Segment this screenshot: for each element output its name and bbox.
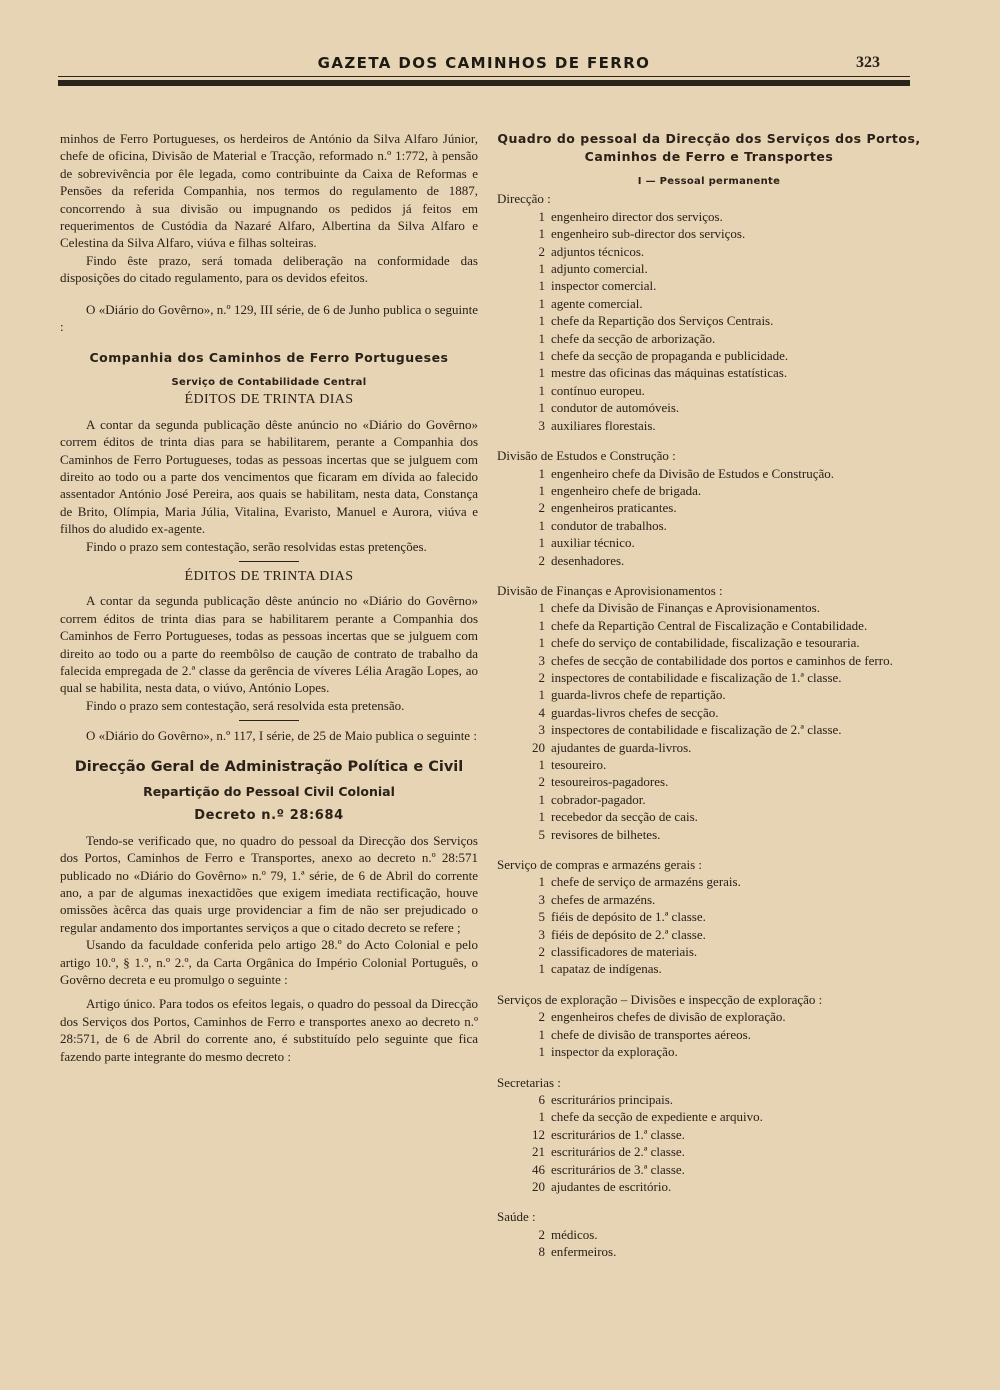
staff-item	[497, 208, 921, 225]
staff-item	[497, 1108, 921, 1125]
staff-item	[497, 465, 921, 482]
staff-count: 1	[538, 517, 545, 533]
staff-count: 5	[538, 909, 545, 925]
staff-role: auxiliares florestais.	[551, 417, 656, 433]
staff-role: agente comercial.	[551, 295, 643, 311]
staff-role: contínuo europeu.	[551, 382, 645, 398]
staff-role: engenheiro director dos serviços.	[551, 208, 723, 224]
paragraph: Usando da faculdade conferida pelo artigo 28.º do Acto Colonial e pelo artigo 10.º, § 1.º, n.º 2.º, da Carta Orgânica do Império Colonial Português, o Govêrno decreta e eu promulgo o seguinte :	[60, 937, 478, 988]
staff-item	[497, 347, 921, 364]
staff-role: cobrador-pagador.	[551, 791, 646, 807]
staff-item	[497, 517, 921, 534]
staff-count: 1	[538, 961, 545, 977]
staff-role: auxiliar técnico.	[551, 535, 635, 551]
staff-item	[497, 1161, 921, 1178]
staff-item	[497, 773, 921, 790]
staff-count: 1	[538, 1026, 545, 1042]
staff-role: engenheiros chefes de divisão de exploração.	[551, 1009, 786, 1025]
paragraph: Tendo-se verificado que, no quadro do pessoal da Direcção dos Serviços dos Portos, Caminhos de Ferro e Transportes, anexo ao decreto n.º 28:571 publicado no «Diário do Govêrno» n.º 79, 1.ª série, de 6 de Abril do corrente ano, a par de algumas inexactidões que exigem imediata rectificação, houve omissões àcêrca das quais urge providenciar a fim de não ser prejudicado o regular andamento dos importantes serviços a que o citado decreto se refere ;	[60, 832, 478, 935]
staff-role: engenheiro sub-director dos serviços.	[551, 226, 746, 242]
staff-sections	[497, 190, 921, 1260]
staff-count: 1	[538, 600, 545, 616]
paragraph: A contar da segunda publicação dêste anúncio no «Diário do Govêrno» correm éditos de trinta dias para se habilitarem, perante a Companhia dos Caminhos de Ferro Portugueses, todas as pessoas incertas que se julguem com direito ao todo ou a parte dos vencimentos que ficaram em dívida ao falecido assentador António José Pereira, aos quais se habilitam, nesta data, Constança de Brito, Olímpia, Maria Júlia, Vitalina, Evaristo, Manuel e Aurora, viúva e filhos do aludido ex-agente.	[60, 416, 478, 537]
staff-section-title: Serviços de exploração – Divisões e inspecção de exploração :	[497, 991, 823, 1007]
staff-count: 3	[538, 652, 545, 668]
staff-item	[497, 1143, 921, 1160]
sub-heading: Serviço de Contabilidade Central	[171, 376, 367, 388]
decree-heading: Decreto n.º 28:684	[194, 808, 344, 824]
separator-rule	[239, 720, 299, 721]
staff-item	[497, 552, 921, 569]
staff-count: 1	[538, 687, 545, 703]
staff-section-title: Serviço de compras e armazéns gerais :	[497, 857, 703, 873]
staff-count: 1	[538, 382, 545, 398]
staff-role: inspectores de contabilidade e fiscalização de 1.ª classe.	[551, 669, 842, 685]
staff-item	[497, 364, 921, 381]
page-header	[58, 50, 910, 98]
staff-item	[497, 960, 921, 977]
staff-item	[497, 599, 921, 616]
staff-role: fiéis de depósito de 1.ª classe.	[551, 909, 706, 925]
table-heading: Quadro do pessoal da Direcção dos Serviços dos Portos, Caminhos de Ferro e Transportes	[497, 131, 921, 164]
staff-role: inspectores de contabilidade e fiscalização de 2.ª classe.	[551, 722, 842, 738]
staff-item	[497, 721, 921, 738]
staff-count: 1	[538, 874, 545, 890]
staff-count: 2	[538, 552, 545, 568]
staff-item	[497, 330, 921, 347]
staff-role: chefes de armazéns.	[551, 891, 656, 907]
staff-count: 1	[538, 465, 545, 481]
staff-role: chefe do serviço de contabilidade, fiscalização e tesouraria.	[551, 635, 860, 651]
staff-count: 1	[538, 365, 545, 381]
staff-role: chefe da Divisão de Finanças e Aprovisionamentos.	[551, 600, 820, 616]
staff-count: 3	[538, 417, 545, 433]
staff-count: 1	[538, 757, 545, 772]
staff-item	[497, 791, 921, 808]
staff-item	[497, 808, 921, 825]
staff-item	[497, 891, 921, 908]
staff-count: 3	[538, 926, 545, 942]
staff-count: 1	[538, 635, 545, 651]
staff-count: 1	[538, 617, 545, 633]
staff-count: 1	[538, 535, 545, 551]
staff-role: condutor de trabalhos.	[551, 517, 667, 533]
header-rule-thick	[58, 80, 910, 86]
staff-item	[497, 908, 921, 925]
staff-role: desenhadores.	[551, 552, 625, 568]
staff-section	[497, 1208, 921, 1260]
staff-count: 1	[538, 1109, 545, 1125]
staff-count: 5	[538, 826, 545, 842]
staff-role: chefe de serviço de armazéns gerais.	[551, 874, 741, 890]
staff-role: chefe da secção de propaganda e publicidade.	[551, 348, 789, 364]
staff-count: 3	[538, 722, 545, 738]
staff-item	[497, 634, 921, 651]
staff-role: enfermeiros.	[551, 1244, 617, 1260]
staff-role: chefe da Repartição Central de Fiscalização e Contabilidade.	[551, 617, 868, 633]
staff-count: 8	[538, 1244, 545, 1260]
staff-count: 1	[538, 278, 545, 294]
staff-count: 6	[538, 1091, 545, 1107]
staff-item	[497, 399, 921, 416]
staff-item	[497, 669, 921, 686]
staff-count: 4	[538, 704, 545, 720]
notice-heading: ÉDITOS DE TRINTA DIAS	[184, 392, 354, 408]
paragraph: Findo êste prazo, será tomada deliberação na conformidade das disposições do citado regulamento, para os devidos efeitos.	[60, 252, 478, 286]
staff-count: 1	[538, 348, 545, 364]
sub-heading: Repartição do Pessoal Civil Colonial	[143, 784, 395, 799]
paragraph: A contar da segunda publicação dêste anúncio no «Diário do Govêrno» correm éditos de trinta dias para se habilitarem perante a Companhia dos Caminhos de Ferro Portugueses, todas as pessoas incertas que se julguem com direito ao todo ou a parte do reembôlso de caução de contrato de trabalho da falecida empregada de 2.ª classe da gerência de víveres Lélia Aragão Lopes, ao qual se habilita, nesta data, o viúvo, António Lopes.	[60, 593, 478, 696]
staff-role: tesoureiro.	[551, 757, 607, 772]
staff-role: mestre das oficinas das máquinas estatísticas.	[551, 365, 788, 381]
staff-item	[497, 1126, 921, 1143]
staff-role: tesoureiros-pagadores.	[551, 774, 669, 790]
staff-role: inspector da exploração.	[551, 1044, 678, 1060]
staff-role: chefe da secção de arborização.	[551, 330, 716, 346]
staff-section-title: Divisão de Estudos e Construção :	[497, 448, 676, 464]
staff-role: engenheiro chefe de brigada.	[551, 482, 702, 498]
paragraph: O «Diário do Govêrno», n.º 117, I série, de 25 de Maio publica o seguinte :	[86, 728, 477, 744]
paragraph: Findo o prazo sem contestação, será resolvida esta pretensão.	[86, 697, 405, 713]
staff-role: inspector comercial.	[551, 278, 657, 294]
staff-role: guarda-livros chefe de repartição.	[551, 687, 726, 703]
staff-item	[497, 243, 921, 260]
paragraph: Artigo único. Para todos os efeitos legais, o quadro do pessoal da Direcção dos Serviços dos Portos, Caminhos de Ferro e transportes anexo ao decreto n.º 28:571, de 6 de Abril do corrente ano, é substituído pelo seguinte que fica fazendo parte integrante do mesmo decreto :	[60, 996, 478, 1064]
staff-section	[497, 1074, 921, 1196]
staff-role: capataz de indígenas.	[551, 961, 662, 977]
staff-count: 1	[538, 208, 545, 224]
staff-count: 1	[538, 482, 545, 498]
staff-item	[497, 617, 921, 634]
staff-section-title: Saúde :	[497, 1209, 536, 1225]
staff-item	[497, 382, 921, 399]
staff-item	[497, 499, 921, 516]
staff-item	[497, 873, 921, 890]
staff-item	[497, 1178, 921, 1195]
staff-item	[497, 756, 921, 773]
notice-heading: ÉDITOS DE TRINTA DIAS	[184, 568, 354, 584]
staff-count: 1	[538, 226, 545, 242]
staff-role: ajudantes de escritório.	[551, 1178, 672, 1194]
staff-section	[497, 856, 921, 978]
paragraph: O «Diário do Govêrno», n.º 129, III série, de 6 de Junho publica o seguinte :	[60, 301, 478, 335]
staff-item	[497, 1043, 921, 1060]
staff-role: adjunto comercial.	[551, 261, 648, 277]
staff-item	[497, 225, 921, 242]
staff-item	[497, 277, 921, 294]
right-column	[497, 130, 921, 1261]
staff-item	[497, 1008, 921, 1025]
staff-role: adjuntos técnicos.	[551, 243, 645, 259]
staff-role: escriturários principais.	[551, 1091, 674, 1107]
staff-section-title: Divisão de Finanças e Aprovisionamentos :	[497, 582, 723, 598]
staff-count: 2	[538, 669, 545, 685]
staff-role: recebedor da secção de cais.	[551, 809, 698, 825]
staff-count: 1	[538, 400, 545, 416]
staff-count: 2	[538, 1226, 545, 1242]
left-column	[60, 130, 478, 1065]
staff-section	[497, 190, 921, 434]
staff-role: engenheiros praticantes.	[551, 500, 677, 516]
staff-item	[497, 1226, 921, 1243]
sub-heading: I — Pessoal permanente	[637, 176, 781, 187]
paragraph: Findo o prazo sem contestação, serão resolvidas estas pretenções.	[86, 538, 427, 554]
staff-count: 21	[532, 1144, 545, 1160]
staff-count: 1	[538, 791, 545, 807]
staff-role: classificadores de materiais.	[551, 944, 698, 960]
staff-section	[497, 991, 921, 1061]
staff-item	[497, 652, 921, 669]
staff-item	[497, 417, 921, 434]
staff-role: escriturários de 1.ª classe.	[551, 1126, 685, 1142]
section-heading: Companhia dos Caminhos de Ferro Portugueses	[89, 350, 449, 366]
staff-count: 1	[538, 809, 545, 825]
staff-count: 46	[532, 1161, 545, 1177]
staff-count: 1	[538, 295, 545, 311]
staff-item	[497, 534, 921, 551]
section-heading: Direcção Geral de Administração Política e Civil	[74, 758, 464, 775]
staff-role: escriturários de 2.ª classe.	[551, 1144, 685, 1160]
staff-role: médicos.	[551, 1226, 598, 1242]
staff-count: 1	[538, 261, 545, 277]
staff-count: 20	[532, 1178, 545, 1194]
staff-role: revisores de bilhetes.	[551, 826, 661, 842]
staff-count: 2	[538, 944, 545, 960]
paragraph: minhos de Ferro Portugueses, os herdeiros de António da Silva Alfaro Júnior, chefe de oficina, Divisão de Material e Tracção, reformado n.º 1:772, à pensão de sobrevivência por êle legada, como contribuinte da Caixa de Reformas e Pensões da referida Companhia, nos termos do regulamento de 1887, concorrendo à sua divisão ou impugnando os pedidos já feitos em requerimentos de Custódia da Nazaré Alfaro, Albertina da Silva Alfaro e Celestina da Silva Alfaro, viúva e filhas solteiras.	[60, 131, 478, 251]
staff-role: guardas-livros chefes de secção.	[551, 704, 719, 720]
staff-count: 2	[538, 500, 545, 516]
staff-role: chefe de divisão de transportes aéreos.	[551, 1026, 751, 1042]
staff-role: fiéis de depósito de 2.ª classe.	[551, 926, 706, 942]
staff-item	[497, 943, 921, 960]
staff-item	[497, 260, 921, 277]
staff-item	[497, 704, 921, 721]
staff-item	[497, 482, 921, 499]
page-number: 323	[856, 54, 880, 71]
staff-count: 20	[532, 739, 545, 755]
header-rule	[58, 76, 910, 77]
staff-section	[497, 447, 921, 569]
staff-role: chefes de secção de contabilidade dos portos e caminhos de ferro.	[551, 652, 893, 668]
staff-item	[497, 926, 921, 943]
staff-count: 2	[538, 243, 545, 259]
staff-count: 1	[538, 313, 545, 329]
staff-count: 2	[538, 1009, 545, 1025]
staff-count: 1	[538, 330, 545, 346]
staff-section-title: Secretarias :	[497, 1074, 561, 1090]
staff-role: ajudantes de guarda-livros.	[551, 739, 692, 755]
separator-rule	[239, 561, 299, 562]
journal-title: GAZETA DOS CAMINHOS DE FERRO	[317, 54, 651, 72]
staff-section	[497, 582, 921, 843]
staff-item	[497, 686, 921, 703]
staff-item	[497, 826, 921, 843]
staff-item	[497, 1091, 921, 1108]
staff-count: 12	[532, 1126, 545, 1142]
staff-role: condutor de automóveis.	[551, 400, 680, 416]
staff-item	[497, 295, 921, 312]
staff-item	[497, 739, 921, 756]
staff-item	[497, 1243, 921, 1260]
staff-item	[497, 1026, 921, 1043]
staff-role: escriturários de 3.ª classe.	[551, 1161, 685, 1177]
staff-role: chefe da Repartição dos Serviços Centrais.	[551, 313, 774, 329]
staff-section-title: Direcção :	[497, 191, 551, 207]
staff-role: chefe da secção de expediente e arquivo.	[551, 1109, 763, 1125]
staff-count: 3	[538, 891, 545, 907]
staff-count: 1	[538, 1044, 545, 1060]
staff-item	[497, 312, 921, 329]
staff-role: engenheiro chefe da Divisão de Estudos e Construção.	[551, 465, 835, 481]
staff-count: 2	[538, 774, 545, 790]
